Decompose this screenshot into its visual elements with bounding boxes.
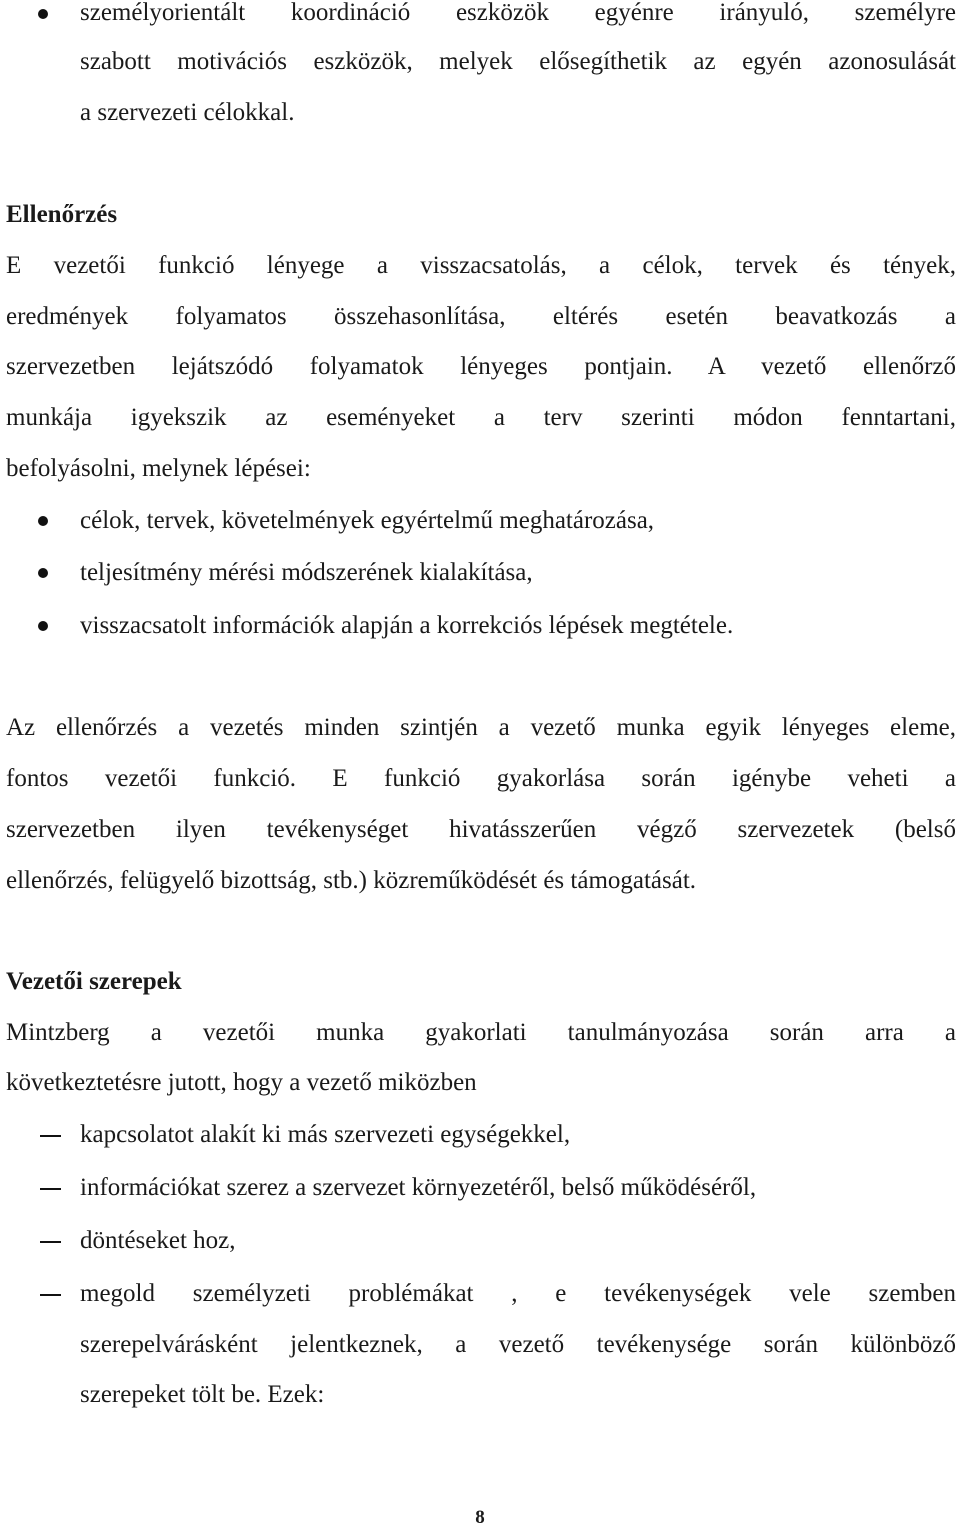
bullet-icon <box>38 621 48 631</box>
page-number: 8 <box>475 1507 485 1528</box>
intro-bullet-line-2: szabott motivációs eszközök, melyek elősegíthetik az egyén azonosulását <box>80 48 956 75</box>
control-paragraph2-line-4: ellenőrzés, felügyelő bizottság, stb.) közreműködését és támogatását. <box>6 867 697 894</box>
section-heading-roles: Vezetői szerepek <box>6 968 182 995</box>
control-step-item: célok, tervek, követelmények egyértelmű meghatározása, <box>80 507 655 534</box>
roles-dash-item: információkat szerez a szervezet környezetéről, belső működéséről, <box>80 1174 757 1201</box>
roles-paragraph-line-1: Mintzberg a vezetői munka gyakorlati tanulmányozása során arra a <box>6 1019 956 1046</box>
control-paragraph-line-4: munkája igyekszik az eseményeket a terv szerinti módon fenntartani, <box>6 404 956 431</box>
bullet-icon <box>38 9 48 19</box>
control-paragraph-line-1: E vezetői funkció lényege a visszacsatolás, a célok, tervek és tények, <box>6 252 956 279</box>
control-step-item: teljesítmény mérési módszerének kialakítása, <box>80 559 533 586</box>
control-paragraph-line-5: befolyásolni, melynek lépései: <box>6 455 311 482</box>
dash-icon <box>40 1135 61 1137</box>
roles-last-item-line-3: szerepeket tölt be. Ezek: <box>80 1381 325 1408</box>
intro-bullet-line-1: személyorientált koordináció eszközök egyénre irányuló, személyre <box>80 0 956 26</box>
dash-icon <box>40 1188 61 1190</box>
intro-bullet-line-3: a szervezeti célokkal. <box>80 99 295 126</box>
control-paragraph2-line-1: Az ellenőrzés a vezetés minden szintjén a vezető munka egyik lényeges eleme, <box>6 714 956 741</box>
roles-paragraph-line-2: következtetésre jutott, hogy a vezető miközben <box>6 1069 477 1096</box>
control-step-item: visszacsatolt információk alapján a korrekciós lépések megtétele. <box>80 612 734 639</box>
control-paragraph-line-2: eredmények folyamatos összehasonlítása, eltérés esetén beavatkozás a <box>6 303 956 330</box>
section-heading-control: Ellenőrzés <box>6 201 118 228</box>
dash-icon <box>40 1294 61 1296</box>
control-paragraph2-line-3: szervezetben ilyen tevékenységet hivatásszerűen végző szervezetek (belső <box>6 816 956 843</box>
control-paragraph-line-3: szervezetben lejátszódó folyamatok lényeges pontjain. A vezető ellenőrző <box>6 353 956 380</box>
bullet-icon <box>38 568 48 578</box>
control-paragraph2-line-2: fontos vezetői funkció. E funkció gyakorlása során igénybe veheti a <box>6 765 956 792</box>
roles-last-item-line-2: szerepelvárásként jelentkeznek, a vezető tevékenysége során különböző <box>80 1331 956 1358</box>
roles-dash-item: döntéseket hoz, <box>80 1227 236 1254</box>
dash-icon <box>40 1241 61 1243</box>
bullet-icon <box>38 516 48 526</box>
roles-last-item-line-1: megold személyzeti problémákat , e tevékenységek vele szemben <box>80 1280 956 1307</box>
roles-dash-item: kapcsolatot alakít ki más szervezeti egységekkel, <box>80 1121 571 1148</box>
